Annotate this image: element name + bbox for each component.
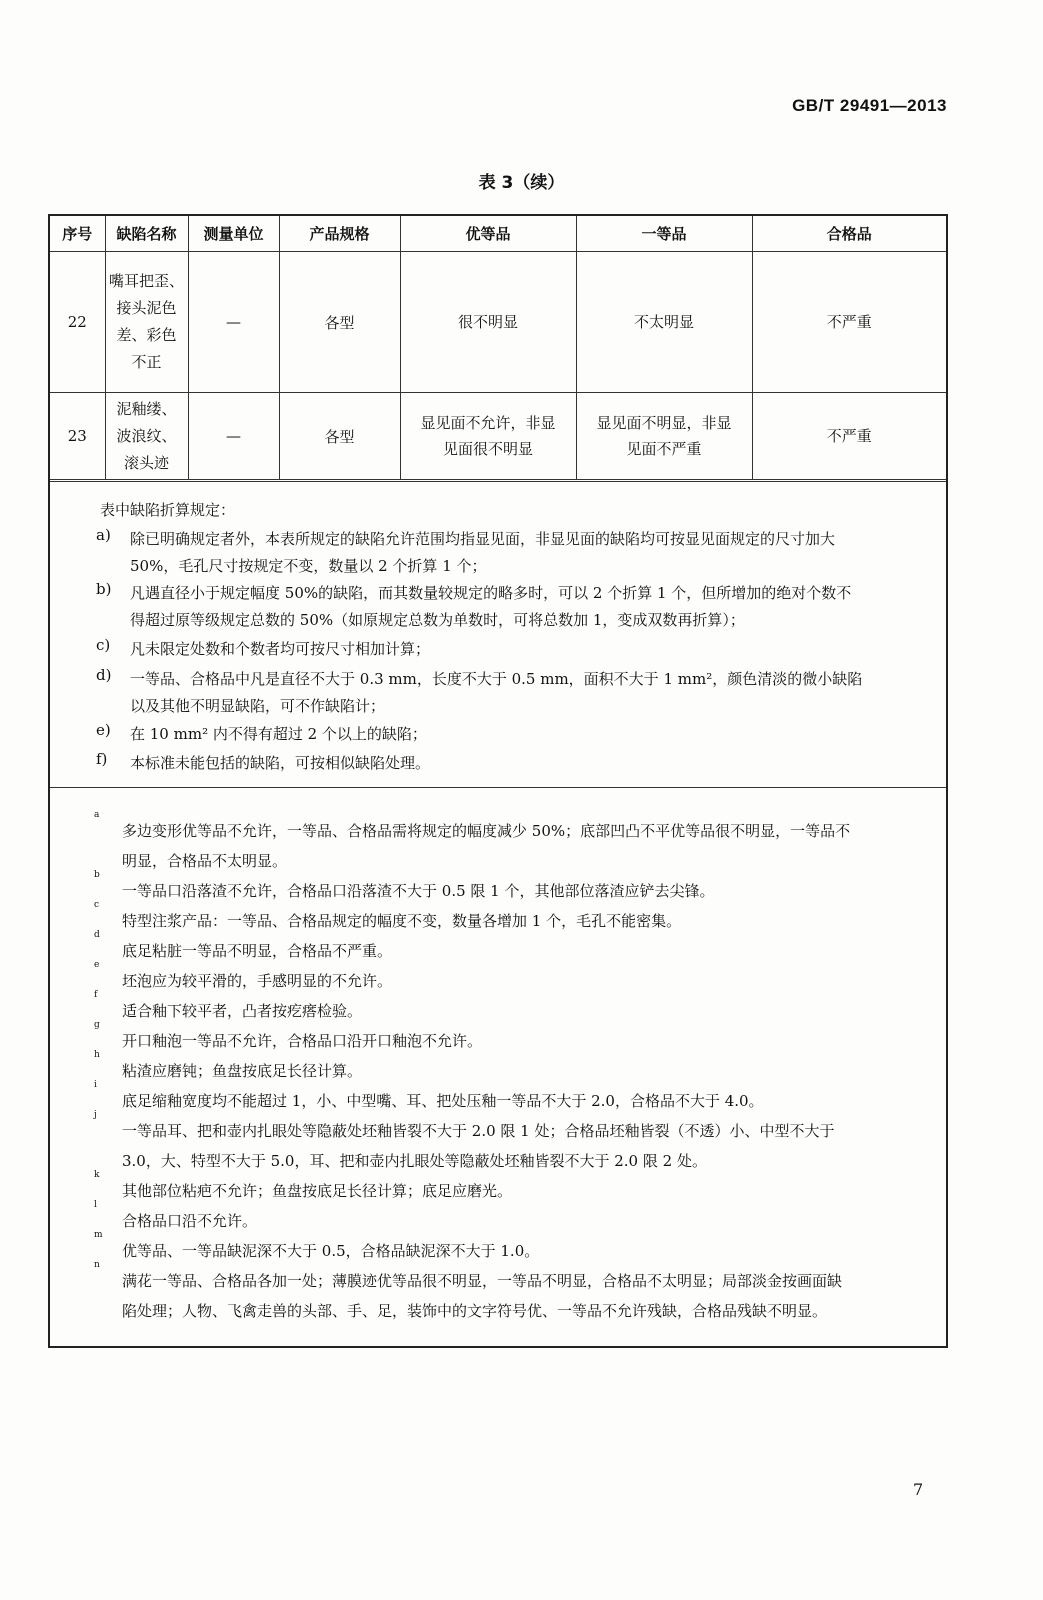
spec-cell: 各型: [279, 393, 400, 480]
footnote-line: 多边变形优等品不允许，一等品、合格品需将规定的幅度减少 50%；底部凹凸不平优等品很不明显，一等品不: [122, 822, 851, 840]
col-header: 测量单位: [188, 216, 279, 252]
footnote-line: 满花一等品、合格品各加一处；薄膜迹优等品很不明显，一等品不明显，合格品不太明显；局部淡金按画面缺: [122, 1272, 843, 1290]
qualified-cell: 不严重: [752, 393, 946, 480]
rule-line: 在 10 mm² 内不得有超过 2 个以上的缺陷；: [130, 725, 427, 743]
defect-name-line: 泥釉缕、: [116, 399, 177, 418]
rule-label: a): [96, 526, 111, 544]
col-header: 产品规格: [279, 216, 400, 252]
footnote-mark: c: [94, 900, 100, 910]
footnote-line: 适合釉下较平者，凸者按疙瘩检验。: [122, 1002, 363, 1020]
footnote-mark: i: [94, 1080, 97, 1090]
footnote-line: 合格品口沿不允许。: [122, 1212, 258, 1230]
footnote-line: 一等品口沿落渣不允许，合格品口沿落渣不大于 0.5 限 1 个，其他部位落渣应铲去尖锋。: [122, 882, 715, 900]
footnote-line: 明显，合格品不太明显。: [122, 852, 288, 870]
footnote-line: 3.0，大、特型不大于 5.0，耳、把和壶内扎眼处等隐蔽处坯釉皆裂不大于 2.0 限 2 处。: [122, 1152, 707, 1170]
footnote-mark: j: [94, 1110, 97, 1120]
col-header: 合格品: [752, 216, 946, 252]
defect-name-line: 不正: [131, 353, 162, 371]
footnote-mark: h: [94, 1050, 100, 1060]
footnote-line: 其他部位粘疤不允许；鱼盘按底足长径计算；底足应磨光。: [122, 1182, 513, 1200]
defect-name: [105, 252, 188, 393]
cell-line: 显见面不允许，非显: [420, 414, 556, 432]
unit-cell: —: [188, 252, 279, 393]
spec-cell: 各型: [279, 252, 400, 393]
rule-line: 以及其他不明显缺陷，可不作缺陷计；: [130, 697, 386, 715]
footnote-line: 开口釉泡一等品不允许，合格品口沿开口釉泡不允许。: [122, 1032, 483, 1050]
cell-line: 显见面不明显，非显: [596, 414, 732, 432]
col-header: 优等品: [400, 216, 576, 252]
footnote-line: 底足粘脏一等品不明显，合格品不严重。: [122, 942, 393, 960]
rule-line: 除已明确规定者外，本表所规定的缺陷允许范围均指显见面，非显见面的缺陷均可按显见面规定的尺寸加大: [130, 530, 836, 548]
footnote-line: 坯泡应为较平滑的，手感明显的不允许。: [122, 972, 393, 990]
footnote-mark: a: [94, 810, 100, 820]
rule-label: c): [96, 636, 111, 654]
defect-name-line: 滚头迹: [123, 453, 169, 472]
rule-label: f): [96, 750, 108, 768]
defect-name-line: 接头泥色: [116, 299, 177, 317]
footnote-mark: k: [94, 1170, 100, 1180]
table-row: [50, 252, 946, 393]
row-number: 23: [50, 393, 105, 480]
defect-name-line: 嘴耳把歪、: [108, 272, 184, 290]
rules-separator-top: [50, 481, 946, 482]
footnote-line: 优等品、一等品缺泥深不大于 0.5，合格品缺泥深不大于 1.0。: [122, 1242, 540, 1260]
footnote-line: 底足缩釉宽度均不能超过 1，小、中型嘴、耳、把处压釉一等品不大于 2.0，合格品不大于 4.0。: [122, 1092, 764, 1110]
footnote-mark: l: [94, 1200, 97, 1210]
rule-line: 50%，毛孔尺寸按规定不变，数量以 2 个折算 1 个；: [130, 557, 487, 575]
footnote-mark: f: [94, 990, 98, 1000]
rules-title: 表中缺陷折算规定：: [100, 501, 236, 519]
footnote-mark: g: [94, 1020, 100, 1030]
col-header: 一等品: [576, 216, 752, 252]
rule-label: d): [96, 666, 112, 684]
rule-label: b): [96, 580, 112, 598]
defect-name-line: 波浪纹、: [116, 426, 177, 445]
table-header-row: [50, 216, 946, 252]
rule-line: 本标准未能包括的缺陷，可按相似缺陷处理。: [130, 754, 431, 772]
rule-label: e): [96, 721, 111, 739]
standard-number: GB/T 29491—2013: [792, 96, 947, 115]
table-frame: [48, 214, 948, 1348]
footnote-mark: n: [94, 1260, 100, 1270]
cell-line: 见面不严重: [626, 440, 702, 458]
footnote-mark: m: [94, 1230, 103, 1240]
cell-line: 见面很不明显: [442, 440, 533, 458]
superior-cell: 很不明显: [400, 252, 576, 393]
footnote-mark: b: [94, 870, 100, 880]
rule-line: 凡未限定处数和个数者均可按尺寸相加计算；: [130, 640, 431, 658]
defect-name: [105, 393, 188, 480]
first-grade-cell: 不太明显: [576, 252, 752, 393]
footnotes-separator: [50, 787, 946, 788]
first-grade-cell: [576, 393, 752, 480]
footnote-line: 陷处理；人物、飞禽走兽的头部、手、足，装饰中的文字符号优、一等品不允许残缺，合格品残缺不明显。: [122, 1302, 828, 1320]
rule-line: 得超过原等级规定总数的 50%（如原规定总数为单数时，可将总数加 1，变成双数再折算）；: [130, 611, 745, 629]
superior-cell: [400, 393, 576, 480]
table-title: 表 3（续）: [478, 173, 565, 193]
col-header: 序号: [50, 216, 105, 252]
qualified-cell: 不严重: [752, 252, 946, 393]
table-row: [50, 393, 946, 480]
page-number: 7: [913, 1480, 924, 1499]
defect-name-line: 差、彩色: [116, 326, 177, 344]
footnote-line: 粘渣应磨钝；鱼盘按底足长径计算。: [122, 1062, 363, 1080]
col-header: 缺陷名称: [105, 216, 188, 252]
row-number: 22: [50, 252, 105, 393]
footnote-line: 特型注浆产品：一等品、合格品规定的幅度不变，数量各增加 1 个，毛孔不能密集。: [122, 912, 682, 930]
footnote-mark: e: [94, 960, 100, 970]
rule-line: 凡遇直径小于规定幅度 50%的缺陷，而其数量较规定的略多时，可以 2 个折算 1 个，但所增加的绝对个数不: [130, 584, 852, 602]
footnote-line: 一等品耳、把和壶内扎眼处等隐蔽处坯釉皆裂不大于 2.0 限 1 处；合格品坯釉皆裂（不透）小、中型不大于: [122, 1122, 835, 1140]
footnote-mark: d: [94, 930, 100, 940]
defect-table: [50, 216, 946, 480]
rule-line: 一等品、合格品中凡是直径不大于 0.3 mm，长度不大于 0.5 mm，面积不大于 1 mm²，颜色清淡的微小缺陷: [130, 670, 863, 688]
unit-cell: —: [188, 393, 279, 480]
